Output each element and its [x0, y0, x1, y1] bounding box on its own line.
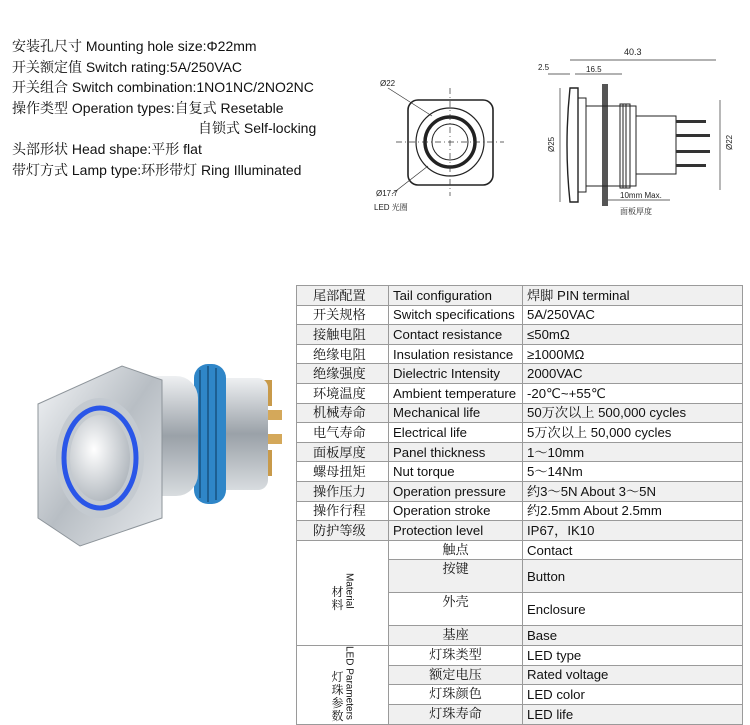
group-label-cn: 灯珠参数 — [331, 669, 344, 723]
row-label-en: Contact — [523, 540, 743, 560]
table-row — [297, 521, 743, 541]
row-label-en: LED life — [523, 705, 743, 725]
row-label-en: Ambient temperature — [389, 383, 523, 403]
row-value: 5～14Nm — [523, 462, 743, 482]
sub-label-cn: 按键 — [442, 561, 469, 577]
row-label-cn — [389, 665, 523, 685]
sub-label-cn: 灯珠寿命 — [429, 706, 482, 722]
row-value: IP67，IK10 — [523, 521, 743, 541]
button-head — [567, 88, 578, 202]
row-label-en: Nut torque — [389, 462, 523, 482]
row-label-en: Button — [523, 560, 743, 593]
row-value: ≥1000MΩ — [523, 344, 743, 364]
row-label-en: Contact resistance — [389, 325, 523, 345]
row-label-en: LED type — [523, 645, 743, 665]
row-label-en: Operation stroke — [389, 501, 523, 521]
row-label-cn: 接触电阻 — [297, 325, 389, 345]
row-label-en: Protection level — [389, 521, 523, 541]
table-row — [297, 481, 743, 501]
row-label-en: Mechanical life — [389, 403, 523, 423]
dim-label: 2.5 — [538, 63, 550, 72]
row-label-en: Enclosure — [523, 593, 743, 626]
table-row — [297, 286, 743, 306]
table-row — [297, 305, 743, 325]
row-value: 焊脚 PIN terminal — [523, 286, 743, 306]
dim-label: Ø22 — [380, 79, 396, 88]
spec-line: 操作类型 Operation types:自复式 Resetable — [12, 99, 284, 116]
sub-label-cn: 基座 — [442, 627, 469, 643]
row-label-cn: 机械寿命 — [297, 403, 389, 423]
sub-label-cn: 额定电压 — [429, 666, 482, 682]
row-value: 5万次以上 50,000 cycles — [523, 423, 743, 443]
dim-label: 16.5 — [586, 65, 602, 74]
row-value: 1～10mm — [523, 442, 743, 462]
row-label-en: Panel thickness — [389, 442, 523, 462]
dim-label: Ø25 — [547, 136, 556, 152]
row-label-cn: 螺母扭矩 — [297, 462, 389, 482]
row-label-cn — [389, 705, 523, 725]
row-label-cn: 环境温度 — [297, 383, 389, 403]
panel — [602, 84, 608, 206]
sub-label-cn: 灯珠颜色 — [429, 686, 482, 702]
row-label-en: Operation pressure — [389, 481, 523, 501]
sub-label-cn: 外壳 — [442, 594, 469, 610]
row-label-cn: 电气寿命 — [297, 423, 389, 443]
dim-label: 40.3 — [624, 47, 642, 57]
row-label-cn — [389, 540, 523, 560]
table-row — [297, 462, 743, 482]
dim-label: Ø17.7 — [376, 189, 398, 198]
spec-line: 安装孔尺寸 Mounting hole size:Φ22mm — [12, 38, 257, 54]
row-value: 约2.5mm About 2.5mm — [523, 501, 743, 521]
row-label-en: Switch specifications — [389, 305, 523, 325]
spec-line: 自锁式 Self-locking — [198, 120, 317, 137]
blue-collar — [194, 364, 226, 504]
table-row — [297, 442, 743, 462]
table-row — [297, 645, 743, 665]
dim-label: 10mm Max. — [620, 191, 662, 200]
row-label-cn — [389, 560, 523, 593]
sub-label-cn: 触点 — [442, 541, 469, 557]
spec-table — [296, 285, 743, 725]
row-label-cn: 开关规格 — [297, 305, 389, 325]
group-label-en: LED Parameters — [343, 645, 355, 720]
row-value: 50万次以上 500,000 cycles — [523, 403, 743, 423]
button-cap — [70, 415, 130, 501]
spec-line: 带灯方式 Lamp type:环形带灯 Ring Illuminated — [12, 161, 302, 178]
row-value: 约3～5N About 3～5N — [523, 481, 743, 501]
row-label-cn: 绝缘强度 — [297, 364, 389, 384]
row-label-en: Dielectric Intensity — [389, 364, 523, 384]
group-label-en: Material — [343, 573, 355, 609]
table-row — [297, 423, 743, 443]
row-label-cn: 操作压力 — [297, 481, 389, 501]
row-label-en: Tail configuration — [389, 286, 523, 306]
table-row — [297, 403, 743, 423]
group-label — [297, 540, 389, 645]
side-view-drawing — [520, 40, 745, 225]
row-label-cn: 操作行程 — [297, 501, 389, 521]
row-label-cn — [389, 685, 523, 705]
table-row — [297, 501, 743, 521]
row-label-cn: 面板厚度 — [297, 442, 389, 462]
row-label-cn: 防护等级 — [297, 521, 389, 541]
row-label-en: Insulation resistance — [389, 344, 523, 364]
spec-line: 开关组合 Switch combination:1NO1NC/2NO2NC — [12, 79, 314, 96]
group-label-cn: 材料 — [331, 584, 344, 612]
row-label-cn: 尾部配置 — [297, 286, 389, 306]
row-label-en: LED color — [523, 685, 743, 705]
row-value: 2000VAC — [523, 364, 743, 384]
dim-label: 面板厚度 — [620, 207, 652, 216]
row-label-en: Base — [523, 626, 743, 646]
row-label-cn: 绝缘电阻 — [297, 344, 389, 364]
dim-label: Ø22 — [725, 134, 734, 150]
product-photo — [24, 350, 292, 550]
table-row — [297, 344, 743, 364]
table-row — [297, 364, 743, 384]
table-row — [297, 540, 743, 560]
row-value: 5A/250VAC — [523, 305, 743, 325]
bezel-outline — [408, 100, 493, 185]
row-value: ≤50mΩ — [523, 325, 743, 345]
dim-label: LED 光圈 — [374, 203, 408, 212]
row-label-en: Rated voltage — [523, 665, 743, 685]
row-label-cn — [389, 593, 523, 626]
table-row — [297, 325, 743, 345]
row-label-en: Electrical life — [389, 423, 523, 443]
sub-label-cn: 灯珠类型 — [429, 646, 482, 662]
spec-line: 头部形状 Head shape:平形 flat — [12, 140, 202, 157]
row-value: -20℃~+55℃ — [523, 383, 743, 403]
row-label-cn — [389, 645, 523, 665]
spec-summary — [12, 36, 372, 180]
table-row — [297, 383, 743, 403]
row-label-cn — [389, 626, 523, 646]
front-view-drawing — [370, 68, 510, 218]
group-label — [297, 645, 389, 724]
spec-line: 开关额定值 Switch rating:5A/250VAC — [12, 58, 243, 75]
